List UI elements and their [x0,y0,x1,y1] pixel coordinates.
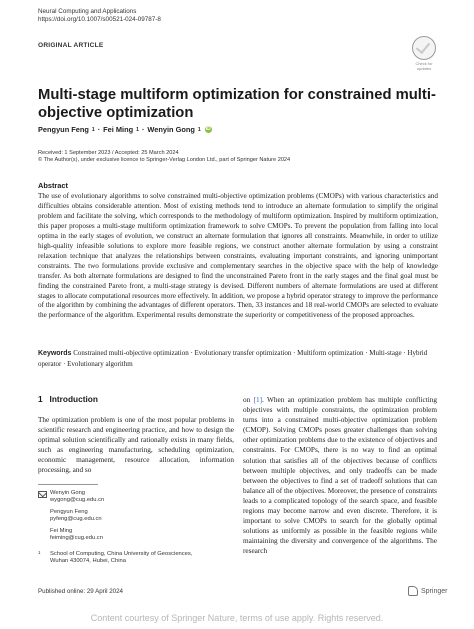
affiliation-line2: Wuhan 430074, Hubei, China [50,558,126,565]
author3-email[interactable]: feiming@cug.edu.cn [50,535,103,542]
intro-right-lead: on [243,396,254,404]
author-affil-sup: 1 [136,126,139,133]
affiliation-sup: 1 [38,550,41,555]
journal-doi[interactable]: https://doi.org/10.1007/s00521-024-09787-8 [38,16,161,23]
keywords [38,348,438,369]
article-title: Multi-stage multiform optimization for constrained multi-objective optimization [38,87,436,121]
author-separator: · [97,125,101,134]
publisher-logo [408,586,447,596]
intro-right-text: . When an optimization problem has multiple conflicting objectives with multiple constraints, the optimization problem turns into a constrained multi-objective optimization problem (CMOP). Solving CMOPs poses greater challenges than solving other optimization problems due to the existence of objectives and constraints. For CMOPs, there is no way to find an optimal solution that satisfies all of the objectives because of conflicts between multiple objectives, and only tradeoffs can be made between the objectives to find a set of tradeoff solutions that can balance all of the objectives. Moreover, the presence of constraints leads to a complicated topology of the search space, and feasible regions may become narrow and even discrete. Therefore, it is important to solve CMOPs to search for the globally optimal solutions as uniformly as possible in the feasible regions while maintaining the diversity and convergence of the algorithms. The research [243,396,438,556]
author-name[interactable]: Wenyin Gong [147,125,195,134]
author-affil-sup: 1 [197,126,201,133]
article-type: ORIGINAL ARTICLE [38,42,104,49]
envelope-icon [38,491,47,498]
section-number: 1 [38,394,43,404]
corresponding-name: Wenyin Gong [50,490,86,496]
author2-contact [38,509,102,523]
keywords-text: Constrained multi-objective optimization · Evolutionary transfer optimization · Multiform optimization · Multi-stage · Hybrid operator · Evolutionary algorithm [38,349,428,368]
article-dates [38,150,290,164]
received-accepted: Received: 1 September 2023 / Accepted: 25 March 2024 [38,150,179,156]
abstract-heading: Abstract [38,181,68,190]
citation-link[interactable]: [1] [253,396,263,404]
author3-contact [38,528,103,542]
check-updates-line1: Check for [415,61,433,66]
keywords-label: Keywords [38,350,72,357]
publisher-name: Springer [421,587,448,595]
journal-name: Neural Computing and Applications [38,8,137,15]
intro-left-column: The optimization problem is one of the most popular problems in scientific research and engineering practice, and how to design the optimal solution scientifically and rationally exists in many fields, such as engineering manufacturing, scheduling optimization, economic management, resource allocation, information processing, and so [38,416,234,475]
courtesy-notice: Content courtesy of Springer Nature, terms of use apply. Rights reserved. [90,613,384,623]
intro-right-column [243,395,437,557]
author-separator: · [141,125,145,134]
author2-name: Pengyun Feng [50,509,88,515]
check-updates-icon [412,36,436,60]
section-heading [38,394,98,404]
orcid-icon[interactable]: iD [205,126,211,132]
corresponding-email[interactable]: wygong@cug.edu.cn [50,497,105,504]
footnote-divider [38,484,98,485]
author-name[interactable]: Fei Ming [103,125,134,134]
check-updates-line2: updates [416,65,432,71]
author3-name: Fei Ming [50,528,73,534]
check-for-updates-button[interactable] [408,36,440,76]
author-affil-sup: 1 [91,126,95,133]
springer-horse-icon [408,586,418,596]
author2-email[interactable]: pyfeng@cug.edu.cn [50,516,102,523]
corresponding-author [38,490,104,504]
abstract-text: The use of evolutionary algorithms to solve constrained multi-objective optimization problems (CMOPs) with various characteristics and difficulties obtains considerable attention. Most of existing methods tend to introduce an alternate formulation to simplify the original problem and facilitate the solving, which corresponds to the methodology of multiform optimization. Inspired by multiform optimization, this paper proposes a multi-stage multiform optimization framework to solve CMOPs. To prevent the population from falling into local optima in the early stages of evolution, we construct an alternate formulation that ignores all constraints. Meanwhile, in order to utilize high-quality infeasible solutions to explore more feasible regions, we construct another alternate formulation by using a constraint relaxation technique that analyzes the relationships between constraints, evaluating important constraints, and ignoring unimportant constraints. The two formulations provide exclusive and complementary searches in the objective space with the help of knowledge transfer. As both alternate formulations are designed to find the unconstrained Pareto front in the early stages and the final goal must be finding the constrained Pareto front, a multi-stage strategy is devised. Different numbers of alternate formulations are used at different stages to allocate computational resources more effectively. In addition, we propose a hybrid operator strategy to improve the performance of the algorithm by combining the advantages of different operators. Then, 33 instances and 18 real-world CMOPs are selected to evaluate the performance of the algorithm. Experimental results demonstrate the superiority or competitiveness of the proposed approaches. [38,192,438,320]
copyright-line: © The Author(s), under exclusive licence to Springer-Verlag London Ltd., part of Springer Nature 2024 [38,157,291,164]
author-name[interactable]: Pengyun Feng [38,125,89,134]
published-online: Published online: 29 April 2024 [38,588,123,595]
section-title: Introduction [49,394,98,404]
affiliation [38,551,192,565]
journal-header [38,8,161,24]
affiliation-line1: School of Computing, China University of Geosciences, [50,551,193,557]
author-list [38,125,212,134]
